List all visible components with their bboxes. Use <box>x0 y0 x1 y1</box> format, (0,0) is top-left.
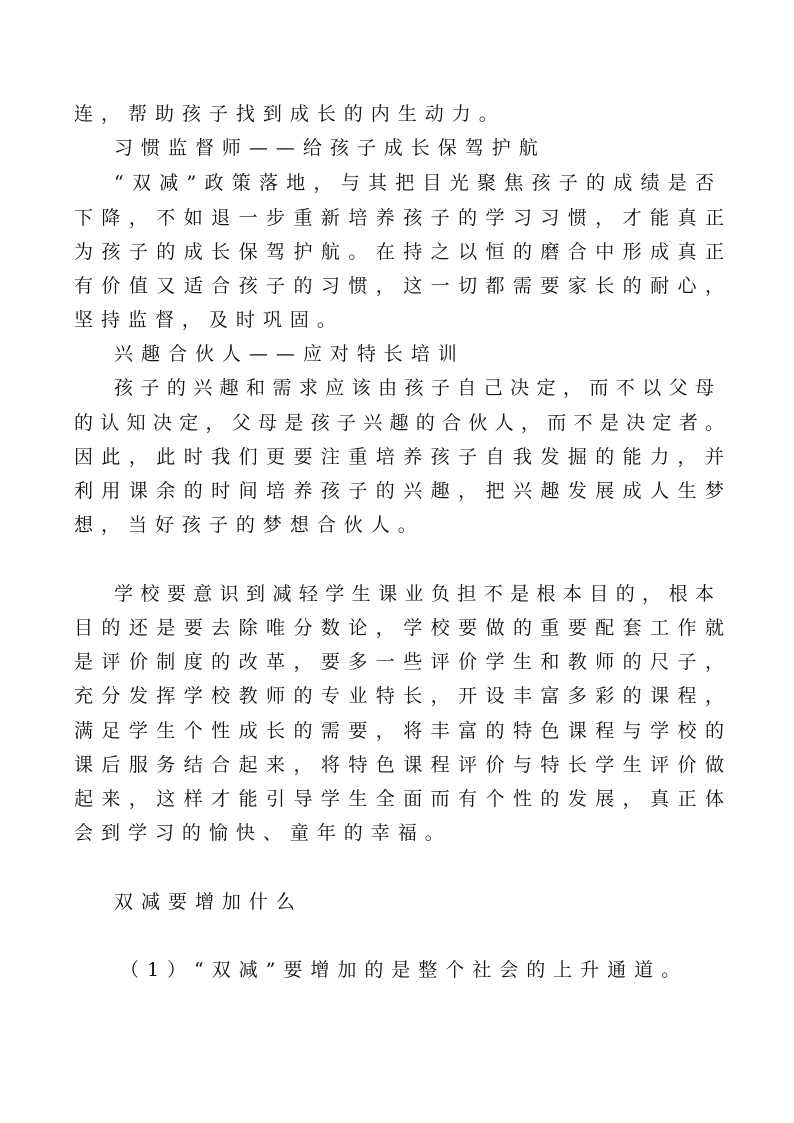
paragraph-line: 为孩子的成长保驾护航。在持之以恒的磨合中形成真正 <box>74 241 724 263</box>
paragraph-line: 学校要意识到减轻学生课业负担不是根本目的，根本 <box>114 583 714 605</box>
section-heading: 兴趣合伙人——应对特长培训 <box>114 343 465 365</box>
paragraph-line: 孩子的兴趣和需求应该由孩子自己决定，而不以父母 <box>114 377 714 399</box>
section-heading: 双减要增加什么 <box>114 891 303 913</box>
paragraph-line: 充分发挥学校教师的专业特长，开设丰富多彩的课程， <box>74 685 724 707</box>
paragraph-line: 利用课余的时间培养孩子的兴趣，把兴趣发展成人生梦 <box>74 480 724 502</box>
paragraph-line: 目的还是要去除唯分数论，学校要做的重要配套工作就 <box>74 617 724 639</box>
paragraph-line: 是评价制度的改革，要多一些评价学生和教师的尺子， <box>74 651 724 673</box>
section-heading: 习惯监督师——给孩子成长保驾护航 <box>114 137 546 159</box>
paragraph-line: 满足学生个性成长的需要，将丰富的特色课程与学校的 <box>74 720 724 742</box>
paragraph-line: 坚持监督，及时巩固。 <box>74 309 344 331</box>
paragraph-line: 下降，不如退一步重新培养孩子的学习习惯，才能真正 <box>74 207 724 229</box>
paragraph-line: “双减”政策落地，与其把目光聚焦孩子的成绩是否 <box>114 172 714 194</box>
paragraph-line: 连，帮助孩子找到成长的内生动力。 <box>74 103 506 125</box>
paragraph-line: 想，当好孩子的梦想合伙人。 <box>74 514 425 536</box>
paragraph-line: 因此，此时我们更要注重培养孩子自我发掘的能力，并 <box>74 446 724 468</box>
paragraph-line: 起来，这样才能引导学生全面而有个性的发展，真正体 <box>74 788 724 810</box>
paragraph-line: 课后服务结合起来，将特色课程评价与特长学生评价做 <box>74 754 724 776</box>
paragraph-line: 的认知决定，父母是孩子兴趣的合伙人，而不是决定者。 <box>74 412 724 434</box>
paragraph-line: 有价值又适合孩子的习惯，这一切都需要家长的耐心， <box>74 275 724 297</box>
numbered-item: （1）“双减”要增加的是整个社会的上升通道。 <box>120 959 689 981</box>
paragraph-line: 会到学习的愉快、童年的幸福。 <box>74 822 452 844</box>
